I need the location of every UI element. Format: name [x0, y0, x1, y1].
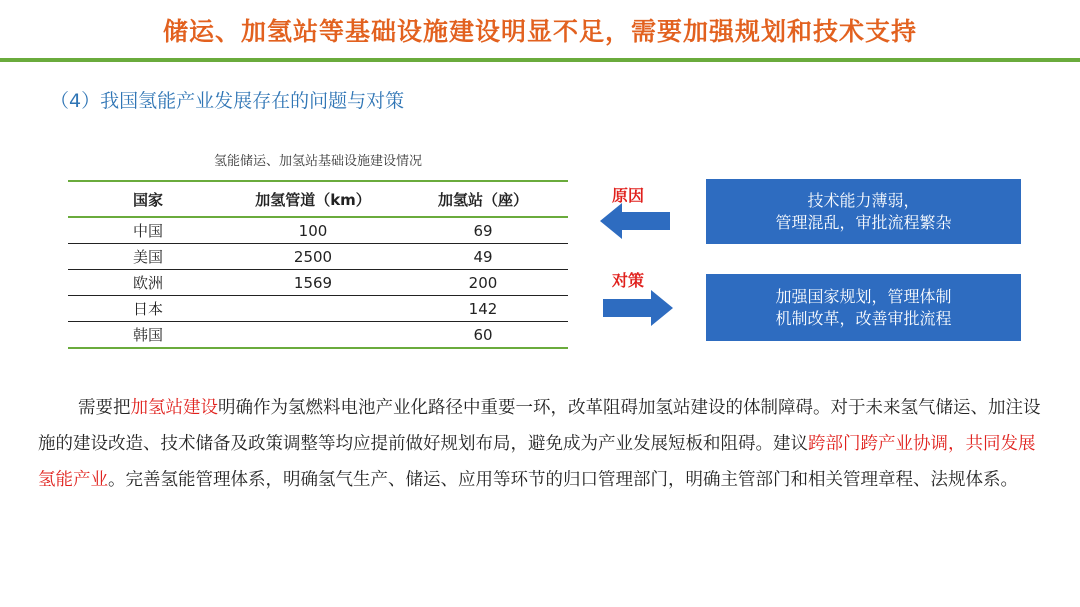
- para-text: 需要把: [78, 398, 131, 418]
- cell-pipeline: 1569: [228, 270, 398, 296]
- measure-box: [706, 274, 1021, 341]
- cell-pipeline: [228, 296, 398, 322]
- cell-country: 日本: [68, 296, 228, 322]
- para-highlight: 加氢站建设: [130, 398, 218, 418]
- cell-stations: 200: [398, 270, 568, 296]
- table-row: [68, 270, 568, 296]
- cell-country: 韩国: [68, 322, 228, 349]
- arrow-right-icon: [603, 290, 673, 326]
- table-row: [68, 217, 568, 244]
- cell-stations: 60: [398, 322, 568, 349]
- header-pipeline: 加氢管道（km）: [228, 181, 398, 217]
- table-row: [68, 322, 568, 349]
- arrow-left-icon: [600, 203, 670, 239]
- title-underline: [0, 58, 1080, 62]
- para-highlight: 跨部门跨产业协调，共同发展氢能产业: [38, 434, 1036, 490]
- table-row: [68, 244, 568, 270]
- reason-label: 原因: [612, 186, 645, 205]
- cell-stations: 142: [398, 296, 568, 322]
- cell-pipeline: 100: [228, 217, 398, 244]
- cell-country: 美国: [68, 244, 228, 270]
- cell-stations: 49: [398, 244, 568, 270]
- measure-line: 加强国家规划，管理体制: [775, 286, 952, 306]
- table-header-row: [68, 181, 568, 217]
- reason-line: 技术能力薄弱，: [807, 190, 920, 210]
- para-text: 明确作为氢燃料电池产业化路径中重要一环，改革阻碍加氢站建设的体制障碍。对于未来氢气储运、加注设施的建设改造、技术储备及政策调整等均应提前做好规划布局，避免成为产业发展短板和阻碍。建议: [38, 398, 1041, 454]
- header-stations: 加氢站（座）: [398, 181, 568, 217]
- measure-label: 对策: [612, 271, 645, 290]
- cell-country: 欧洲: [68, 270, 228, 296]
- table-caption: 氢能储运、加氢站基础设施建设情况: [213, 154, 422, 169]
- reason-box: [706, 179, 1021, 244]
- cell-stations: 69: [398, 217, 568, 244]
- measure-line: 机制改革，改善审批流程: [775, 308, 952, 328]
- page-title: 储运、加氢站等基础设施建设明显不足，需要加强规划和技术支持: [162, 17, 917, 46]
- cell-pipeline: [228, 322, 398, 349]
- header-country: 国家: [68, 181, 228, 217]
- section-subtitle: （4）我国氢能产业发展存在的问题与对策: [50, 90, 405, 112]
- body-paragraph: [38, 390, 1048, 498]
- para-text: 。完善氢能管理体系，明确氢气生产、储运、应用等环节的归口管理部门，明确主管部门和相关管理章程、法规体系。: [108, 470, 1018, 490]
- cell-country: 中国: [68, 217, 228, 244]
- reason-line: 管理混乱，审批流程繁杂: [775, 212, 952, 232]
- table-row: [68, 296, 568, 322]
- cell-pipeline: 2500: [228, 244, 398, 270]
- infrastructure-table: [68, 180, 568, 349]
